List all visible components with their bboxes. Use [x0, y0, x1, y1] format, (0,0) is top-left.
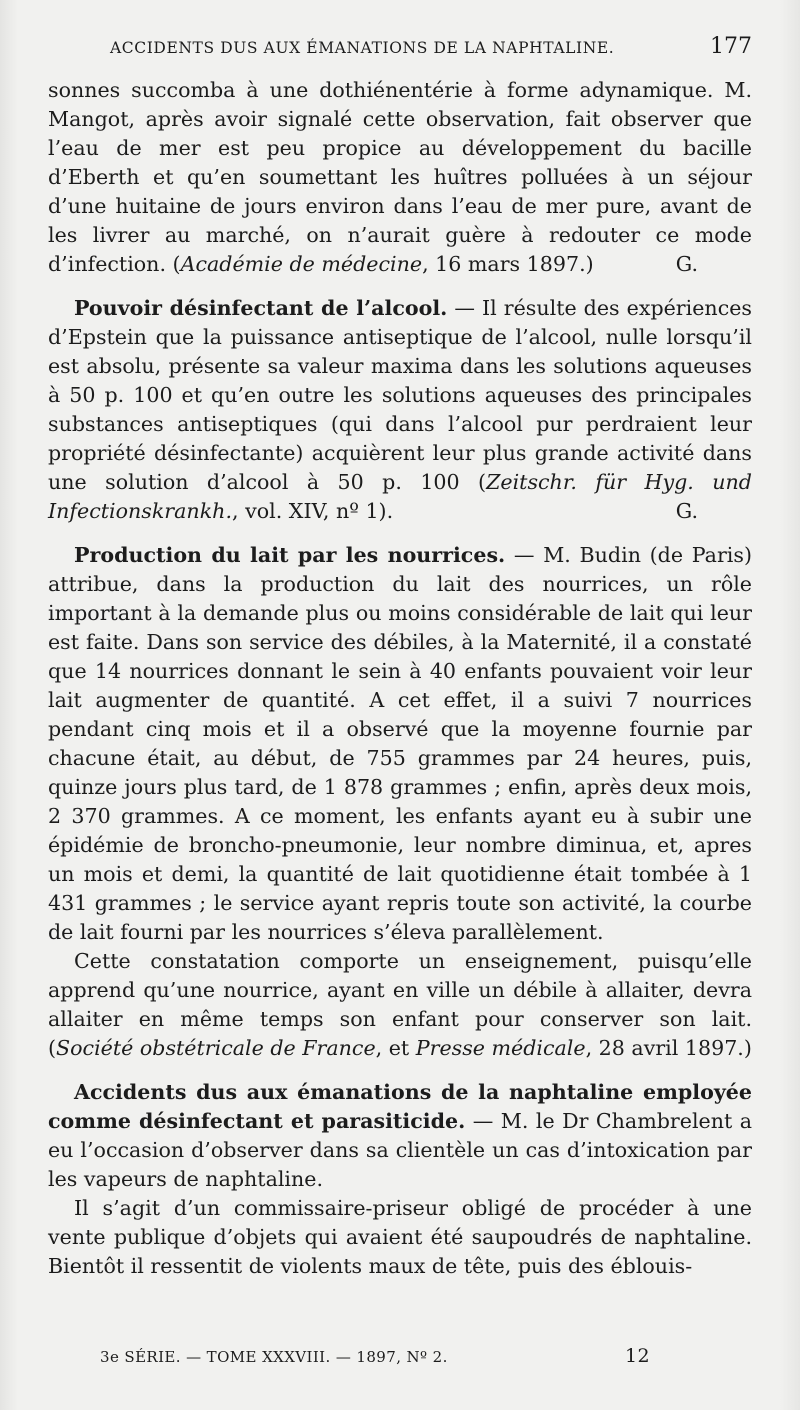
series-info: 3e SÉRIE. — TOME XXXVIII. — 1897, Nº 2.: [100, 1348, 448, 1366]
paragraph-text: — Il résulte des expériences d’Epstein que la puissance antiseptique de l’alcool, nulle lorsqu’il est absolu, présente sa valeur maxima dans les solutions aqueuses à 50 p. 100 et qu’en outre les solutions aqueuses des principales substances antiseptiques (qui dans l’alcool pur perdraient leur propriété désinfectante) acquièrent leur plus grande activité dans une solution d’alcool à 50 p. 100 (: [48, 296, 752, 494]
source-citation: Société obstétricale de France: [56, 1036, 376, 1060]
article-title: Pouvoir désinfectant de l’alcool.: [74, 296, 448, 320]
source-citation: Presse médicale: [415, 1036, 586, 1060]
paragraph-text: , vol. XIV, nº 1).: [232, 499, 394, 523]
signature-mark: 12: [625, 1345, 650, 1367]
paragraph-text: — M. le Dr Chambrelent a eu l’occasion d’observer dans sa clientèle un cas d’intoxication par les vapeurs de naphtaline.: [48, 1109, 753, 1191]
paragraph-text: Cette constatation comporte un enseignement, puisqu’elle apprend qu’une nourrice, ayant en ville un débile à allaiter, devra allaiter en même temps son enfant pour conserver son lait. (: [48, 949, 752, 1060]
article-alcool: [48, 294, 752, 526]
paragraph-text: , 16 mars 1897.): [422, 252, 594, 276]
source-citation: Académie de médecine: [180, 252, 423, 276]
paragraph-constatation: [48, 947, 752, 1063]
paragraph-text: , 28 avril 1897.): [585, 1036, 752, 1060]
paragraph-text: — M. Budin (de Paris) attribue, dans la production du lait des nourrices, un rôle important à la demande plus ou moins considérable de lait qui leur est faite. Dans son service des débiles, à la Maternité, il a constaté que 14 nourrices donnant le sein à 40 enfants pouvaient voir leur lait augmenter de quantité. A cet effet, il a suivi 7 nourrices pendant cinq mois et il a observé que la moyenne fournie par chacune était, au début, de 755 grammes par 24 heures, puis, quinze jours plus tard, de 1 878 grammes ; enfin, après deux mois, 2 370 grammes. A ce moment, les enfants ayant eu à subir une épidémie de broncho-pneumonie, leur nombre diminua, et, apres un mois et demi, la quantité de lait quotidienne était tombée à 1 431 grammes ; le service ayant repris toute son activité, la courbe de lait fourni par les nourrices s’éleva parallèlement.: [48, 543, 752, 944]
running-header: [110, 34, 752, 62]
source-citation: Zeitschr. für Hyg. und Infectionskrankh.: [48, 470, 752, 523]
running-title: ACCIDENTS DUS AUX ÉMANATIONS DE LA NAPHTALINE.: [110, 39, 615, 57]
article-lait: [48, 541, 752, 947]
page-footer: [100, 1345, 650, 1367]
page-number: 177: [710, 34, 752, 59]
author-signature: G.: [675, 499, 698, 523]
paragraph-commissaire: Il s’agit d’un commissaire-priseur obligé de procéder à une vente publique d’objets qui avaient été saupoudrés de naphtaline. Bientôt il ressentit de violents maux de tête, puis des éblouis-: [48, 1196, 752, 1278]
author-signature: G.: [675, 252, 698, 276]
page-body: [48, 76, 752, 1281]
paragraph-text: , et: [375, 1036, 416, 1060]
article-title: Production du lait par les nourrices.: [74, 543, 506, 567]
paragraph-huitres: [48, 76, 752, 279]
article-naphtaline: [48, 1078, 752, 1194]
article-title: Accidents dus aux émanations de la naphtaline employée comme désinfectant et parasiticide.: [48, 1080, 752, 1133]
paragraph-text: sonnes succomba à une dothiénentérie à forme adynamique. M. Mangot, après avoir signalé cette observation, fait observer que l’eau de mer est peu propice au développement du bacille d’Eberth et qu’en soumettant les huîtres polluées à un séjour d’une huitaine de jours environ dans l’eau de mer pure, avant de les livrer au marché, on n’aurait guère à redouter ce mode d’infection. (: [48, 78, 752, 276]
